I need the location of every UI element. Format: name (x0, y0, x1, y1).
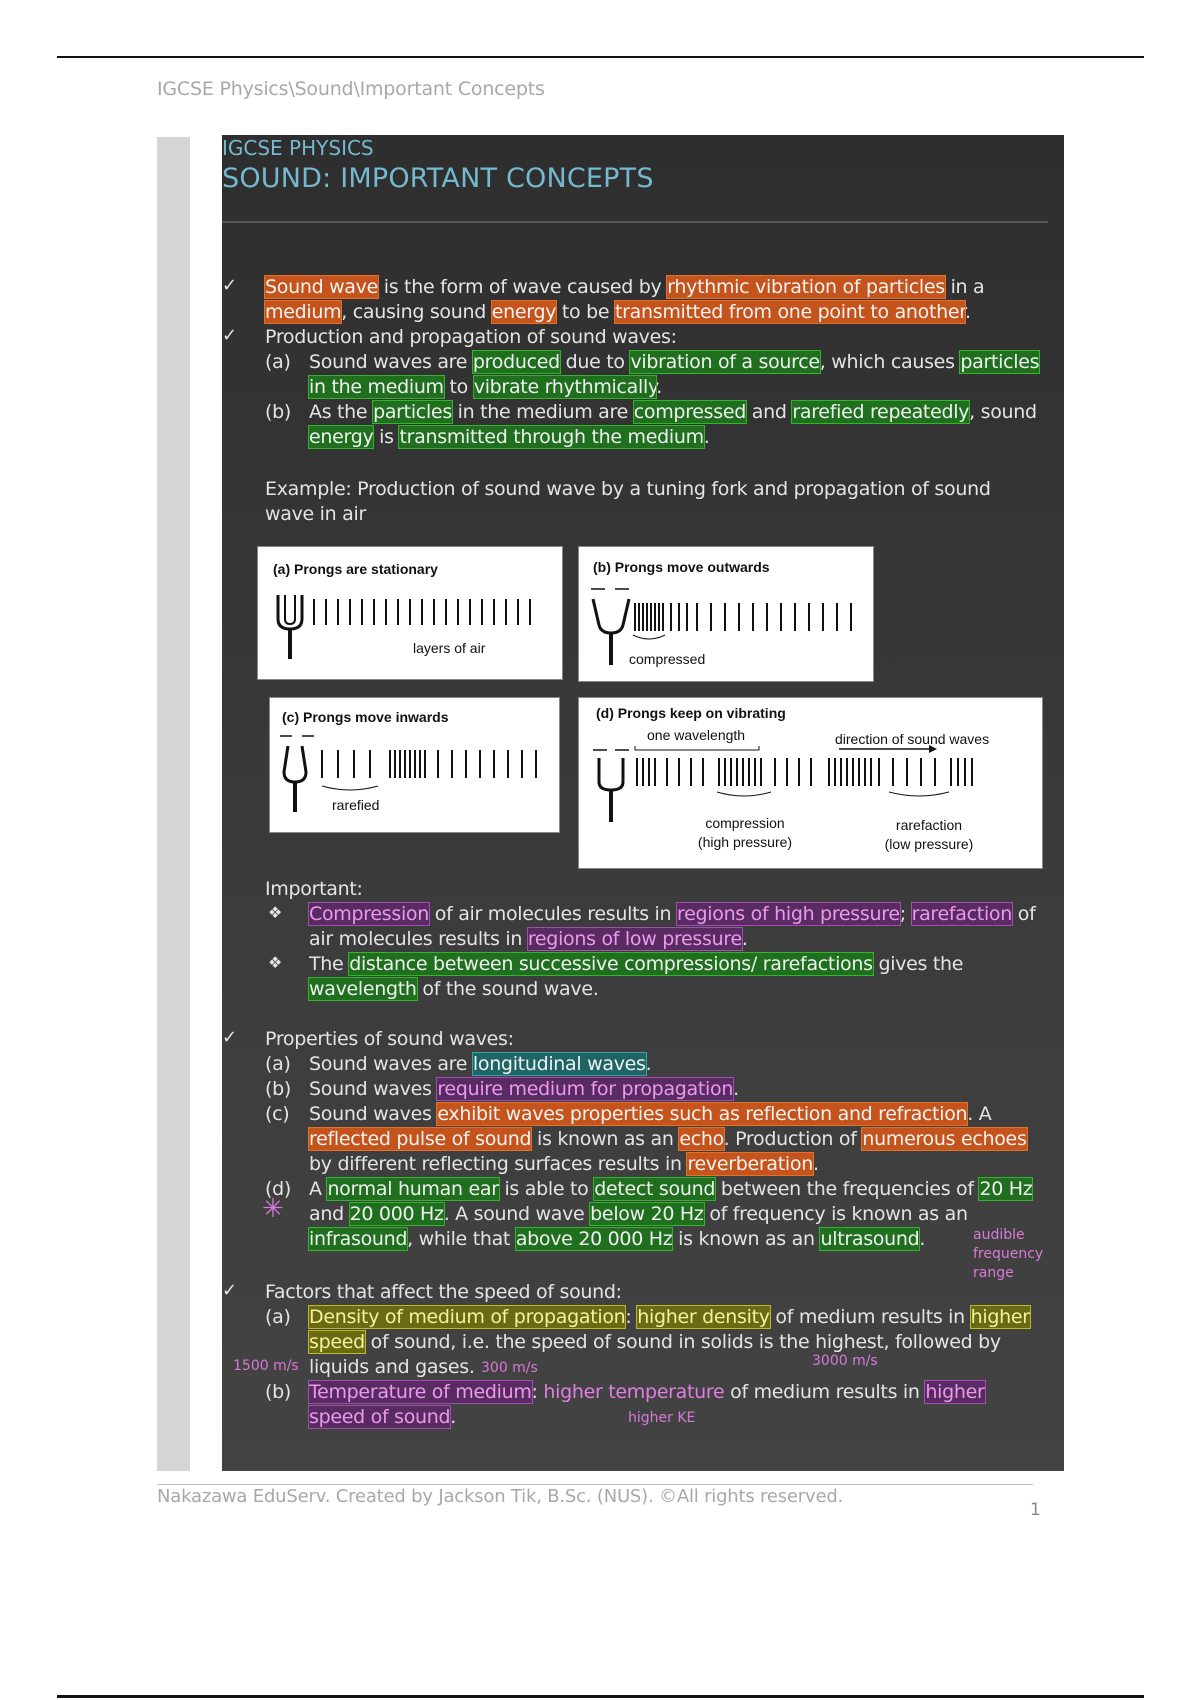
tuning-fork-diagram (579, 547, 875, 683)
title-divider (222, 221, 1048, 223)
highlight: regions of low pressure (527, 928, 742, 950)
footer-divider (157, 1484, 1033, 1485)
list-item (265, 1305, 1045, 1380)
text-run: is (373, 426, 400, 448)
item-label: (a) (265, 1053, 291, 1075)
text-run: , sound (969, 401, 1037, 423)
text-run: by different reflecting surfaces results in (309, 1153, 688, 1175)
highlight: reflected pulse of sound (309, 1128, 532, 1150)
text-run: between the frequencies of (715, 1178, 980, 1200)
section-heading: Production and propagation of sound waves: (265, 326, 677, 348)
highlight: detect sound (594, 1178, 716, 1200)
list-item (309, 902, 1039, 952)
text-run: . (919, 1228, 926, 1250)
highlight: rarefied repeatedly (792, 401, 970, 423)
list-item (265, 1102, 1045, 1177)
figure-caption: (b) Prongs move outwards (593, 559, 770, 575)
highlight: exhibit waves properties such as reflection and refraction (437, 1103, 968, 1125)
figure-label: compressed (629, 651, 706, 667)
text-run: to be (556, 301, 615, 323)
text-run: is known as an (672, 1228, 821, 1250)
item-label: (b) (265, 1078, 291, 1100)
text-run: and (746, 401, 793, 423)
example-caption: Example: Production of sound wave by a tuning fork and propagation of sound wave in air (265, 478, 991, 525)
highlight: normal human ear (327, 1178, 499, 1200)
text-run: due to (559, 351, 631, 373)
highlight: higher speed (309, 1306, 1030, 1353)
annotation-note: 300 m/s (481, 1360, 538, 1376)
text-run: in a (944, 276, 985, 298)
figure-a (257, 546, 563, 680)
check-icon: ✓ (222, 275, 238, 296)
highlight: vibrate rhythmically (473, 376, 657, 398)
highlight: transmitted from one point to another (615, 301, 966, 323)
figure-caption: (d) Prongs keep on vibrating (596, 705, 786, 721)
item-label: (c) (265, 1103, 290, 1125)
highlight: medium (265, 301, 342, 323)
page-title: SOUND: IMPORTANT CONCEPTS (222, 163, 654, 194)
text-run: , while that (407, 1228, 516, 1250)
text-run: . (812, 1153, 819, 1175)
bottom-rule (57, 1695, 1144, 1698)
highlight: numerous echoes (862, 1128, 1027, 1150)
text-run: A (309, 1178, 328, 1200)
important-heading: Important: (265, 878, 363, 900)
sidebar-strip (157, 137, 190, 1471)
text-run: gives the (872, 953, 964, 975)
star-annotation-icon: ✳ (262, 1194, 284, 1224)
highlight: particles in the medium (309, 351, 1040, 398)
highlight: rarefaction (911, 903, 1012, 925)
text-run: is known as an (531, 1128, 680, 1150)
text-run: . Production of (723, 1128, 863, 1150)
tuning-fork-diagram (258, 547, 564, 681)
list-item (265, 350, 1045, 400)
highlight: longitudinal waves (472, 1053, 646, 1075)
highlight: wavelength (309, 978, 417, 1000)
definition-paragraph (265, 275, 1045, 325)
text-run: . (965, 301, 971, 323)
item-label: (d) (265, 1178, 291, 1200)
page-number: 1 (1030, 1500, 1041, 1520)
highlight: energy (309, 426, 374, 448)
list-item (265, 1177, 1035, 1252)
check-icon: ✓ (222, 325, 238, 346)
text-run: of the sound wave. (416, 978, 599, 1000)
figure-label: (low pressure) (884, 836, 974, 852)
highlight: produced (472, 351, 560, 373)
highlight: transmitted through the medium (399, 426, 704, 448)
figure-label: rarefied (332, 797, 380, 813)
section-heading: Properties of sound waves: (265, 1028, 514, 1050)
figure-label: one wavelength (647, 727, 746, 743)
text-run: : (531, 1381, 544, 1403)
text-run: is the form of wave caused by (378, 276, 668, 298)
text-run: . (450, 1406, 457, 1428)
annotation-note: 1500 m/s (233, 1358, 299, 1374)
highlight: regions of high pressure (677, 903, 900, 925)
text-run: of medium results in (769, 1306, 971, 1328)
figure-c (269, 697, 560, 833)
figure-b (578, 546, 874, 682)
list-item (265, 1052, 1045, 1077)
highlight: vibration of a source (630, 351, 820, 373)
text-run: . A (967, 1103, 992, 1125)
top-rule (57, 56, 1144, 58)
check-icon: ✓ (222, 1280, 238, 1301)
text-run: Sound waves are (309, 351, 473, 373)
item-label: (a) (265, 1306, 291, 1328)
highlight: higher speed of sound (309, 1381, 985, 1428)
text-run: As the (309, 401, 374, 423)
item-label: (b) (265, 1381, 291, 1403)
text-run: . (703, 426, 710, 448)
highlight: compressed (633, 401, 747, 423)
highlight: Sound wave (265, 276, 378, 298)
highlight: echo (679, 1128, 724, 1150)
figure-label: rarefaction (895, 817, 963, 833)
highlight: rhythmic vibration of particles (667, 276, 945, 298)
document-kicker: IGCSE PHYSICS (222, 136, 374, 160)
text-run: . (645, 1053, 652, 1075)
text-run: in the medium are (451, 401, 634, 423)
text-run: Sound waves (309, 1078, 438, 1100)
highlight: Temperature of medium (309, 1381, 532, 1403)
highlight: above 20 000 Hz (515, 1228, 673, 1250)
text-run: : (625, 1306, 638, 1328)
text-run: . (733, 1078, 739, 1100)
figure-d (578, 697, 1043, 869)
highlight: higher density (637, 1306, 770, 1328)
text-run: of frequency is known as an (703, 1203, 968, 1225)
highlight: energy (491, 301, 557, 323)
text-run: of air molecules results in (309, 903, 1036, 950)
text-run: of medium results in (724, 1381, 926, 1403)
section-heading: Factors that affect the speed of sound: (265, 1281, 622, 1303)
text-run: . A sound wave (443, 1203, 591, 1225)
figure-caption: (a) Prongs are stationary (273, 561, 438, 577)
text-run: , causing sound (341, 301, 492, 323)
annotation-note: higher KE (628, 1410, 696, 1426)
list-item (309, 952, 1039, 1002)
text-run: The (309, 953, 350, 975)
text-run: . (656, 376, 662, 398)
figure-label: compression (705, 815, 785, 831)
text-run: Sound waves are (309, 1053, 473, 1075)
tuning-fork-diagram (270, 698, 561, 834)
text-run: . (741, 928, 748, 950)
figure-caption: (c) Prongs move inwards (282, 709, 449, 725)
text-run: to (443, 376, 474, 398)
figure-label: (high pressure) (697, 834, 793, 850)
figure-label: direction of sound waves (835, 731, 990, 747)
text-run: , which causes (819, 351, 961, 373)
diamond-bullet-icon: ❖ (268, 903, 283, 922)
annotation-note: audible frequency range (973, 1227, 1044, 1281)
text-run: of sound, i.e. the speed of sound in solids is the highest, followed by liquids and gases. (309, 1331, 1001, 1378)
figure-label: layers of air (413, 640, 486, 656)
list-item (265, 1077, 1045, 1102)
diamond-bullet-icon: ❖ (268, 953, 283, 972)
highlight: below 20 Hz (590, 1203, 704, 1225)
footer-copyright: Nakazawa EduServ. Created by Jackson Tik, B.Sc. (NUS). ©All rights reserved. (157, 1486, 844, 1507)
highlight: require medium for propagation (437, 1078, 734, 1100)
list-item (265, 400, 1045, 450)
item-label: (a) (265, 351, 291, 373)
check-icon: ✓ (222, 1027, 238, 1048)
highlight: infrasound (309, 1228, 408, 1250)
highlight: ultrasound (820, 1228, 920, 1250)
text-run: of air molecules results in (429, 903, 678, 925)
highlight: Density of medium of propagation (309, 1306, 626, 1328)
highlight: reverberation (687, 1153, 813, 1175)
highlight: 20 Hz (979, 1178, 1033, 1200)
highlight: 20 000 Hz (349, 1203, 444, 1225)
item-label: (b) (265, 401, 291, 423)
highlight: higher temperature (543, 1381, 725, 1403)
text-run: ; (899, 903, 912, 925)
text-run: Sound waves (309, 1103, 438, 1125)
highlight: particles (373, 401, 452, 423)
text-run: is able to (498, 1178, 595, 1200)
highlight: distance between successive compressions/ rarefactions (349, 953, 873, 975)
text-run: and (309, 1203, 350, 1225)
annotation-note: 3000 m/s (812, 1353, 878, 1369)
breadcrumb: IGCSE Physics\Sound\Important Concepts (157, 78, 545, 100)
highlight: Compression (309, 903, 429, 925)
